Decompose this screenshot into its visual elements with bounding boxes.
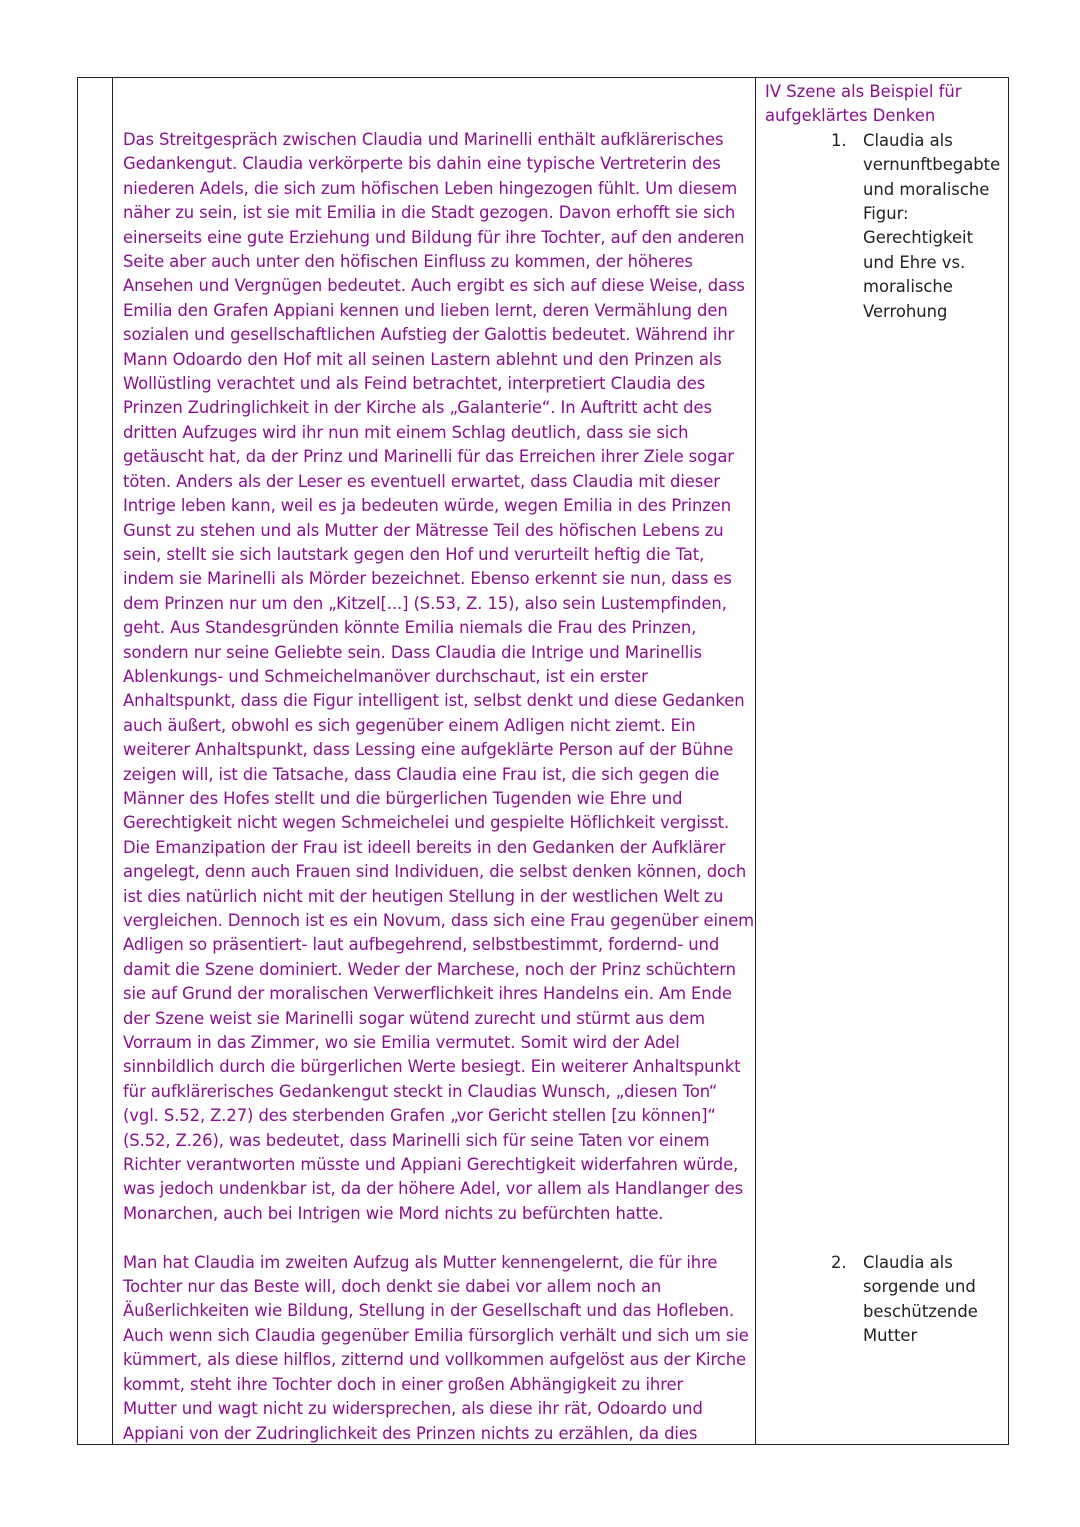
side-notes-column [765, 78, 1005, 1346]
text-line: sorgende und [863, 1277, 976, 1297]
text-line: was jedoch undenkbar ist, da der höhere Adel, vor allem als Handlanger des [123, 1179, 744, 1199]
paragraph-claudia-mother [123, 1251, 751, 1446]
text-line: sinnbildlich durch die bürgerlichen Werte besiegt. Ein weiterer Anhaltspunkt [123, 1057, 741, 1077]
text-line: Gunst zu stehen und als Mutter der Mätresse Teil des höfischen Lebens zu [123, 520, 724, 540]
text-line: Richter verantworten müsste und Appiani Gerechtigkeit widerfahren würde, [123, 1155, 739, 1175]
text-line: Emilia den Grafen Appiani kennen und lieben lernt, deren Vermählung den [123, 300, 728, 320]
text-line: Wollüstling verachtet und als Feind betrachtet, interpretiert Claudia des [123, 374, 706, 394]
text-line: (S.52, Z.26), was bedeutet, dass Marinelli sich für seine Taten vor einem [123, 1130, 710, 1150]
text-line: Mutter [863, 1326, 918, 1346]
text-line: Äußerlichkeiten wie Bildung, Stellung in der Gesellschaft und das Hofleben. [123, 1301, 735, 1321]
text-line: Ansehen und Vergnügen bedeutet. Auch ergibt es sich auf diese Weise, dass [123, 276, 745, 296]
text-line: Appiani von der Zudringlichkeit des Prinzen nichts zu erzählen, da dies [123, 1423, 698, 1443]
text-line: Ablenkungs- und Schmeichelmanöver durchschaut, ist ein erster [123, 666, 648, 686]
text-line: niederen Adels, die sich zum höfischen Leben hingezogen fühlt. Um diesem [123, 178, 738, 198]
text-line: Adligen so präsentiert- laut aufbegehrend, selbstbestimmt, fordernd- und [123, 935, 720, 955]
note-item-1 [765, 129, 1005, 324]
text-line: Prinzen Zudringlichkeit in der Kirche als „Galanterie“. In Auftritt acht des [123, 398, 712, 418]
text-line: Man hat Claudia im zweiten Aufzug als Mutter kennengelernt, die für ihre [123, 1252, 718, 1272]
text-line: Die Emanzipation der Frau ist ideell bereits in den Gedanken der Aufklärer [123, 837, 726, 857]
side-notes-heading [765, 78, 1005, 129]
text-line: kommt, steht ihre Tochter doch in einer großen Abhängigkeit zu ihrer [123, 1374, 684, 1394]
text-line: ist dies natürlich nicht mit der heutigen Stellung in der westlichen Welt zu [123, 886, 724, 906]
text-line: weiterer Anhaltspunkt, dass Lessing eine aufgeklärte Person auf der Bühne [123, 740, 734, 760]
text-line: näher zu sein, ist sie mit Emilia in die Stadt gezogen. Davon erhofft sie sich [123, 203, 736, 223]
text-line: Claudia als [863, 1253, 953, 1272]
text-line: der Szene weist sie Marinelli sogar wütend zurecht und stürmt aus dem [123, 1008, 705, 1028]
text-line: damit die Szene dominiert. Weder der Marchese, noch der Prinz schüchtern [123, 959, 736, 979]
text-line: vernunftbegabte [863, 155, 1001, 175]
text-line: indem sie Marinelli als Mörder bezeichnet. Ebenso erkennt sie nun, dass es [123, 569, 732, 589]
text-line: Auch wenn sich Claudia gegenüber Emilia fürsorglich verhält und sich um sie [123, 1325, 749, 1345]
text-line: Gerechtigkeit nicht wegen Schmeichelei und gespielte Höflichkeit vergisst. [123, 813, 730, 833]
text-line: auch äußert, obwohl es sich gegenüber einem Adligen nicht ziemt. Ein [123, 715, 696, 735]
note-item-2 [765, 1251, 1080, 1349]
note-number: 1. [831, 130, 847, 150]
text-line: getäuscht hat, da der Prinz und Marinelli für das Erreichen ihrer Ziele sogar [123, 447, 734, 467]
text-line: Tochter nur das Beste will, doch denkt sie dabei vor allem noch an [123, 1277, 662, 1297]
text-line: Verrohung [863, 301, 948, 321]
text-line: IV Szene als Beispiel für [765, 82, 962, 101]
text-line: kümmert, als diese hilflos, zitternd und vollkommen aufgelöst aus der Kirche [123, 1350, 746, 1370]
text-line: dritten Aufzuges wird ihr nun mit einem Schlag deutlich, dass sie sich [123, 422, 689, 442]
text-line: Monarchen, auch bei Intrigen wie Mord nichts zu befürchten hatte. [123, 1203, 664, 1223]
text-line: vergleichen. Dennoch ist es ein Novum, dass sich eine Frau gegenüber einem [123, 911, 755, 930]
text-line: dem Prinzen nur um den „Kitzel[...] (S.53, Z. 15), also sein Lustempfinden, [123, 593, 727, 613]
text-line: beschützende [863, 1301, 978, 1321]
text-line: sie auf Grund der moralischen Verwerflichkeit ihres Handelns ein. Am Ende [123, 984, 732, 1004]
text-line: Seite aber auch unter den höfischen Einfluss zu kommen, der höheres [123, 252, 693, 272]
text-line: zeigen will, ist die Tatsache, dass Claudia eine Frau ist, die sich gegen die [123, 764, 720, 784]
text-line: angelegt, denn auch Frauen sind Individuen, die selbst denken können, doch [123, 862, 747, 882]
text-line: moralische [863, 277, 953, 297]
text-line: sozialen und gesellschaftlichen Aufstieg der Galottis bedeutet. Während ihr [123, 325, 735, 345]
text-line: töten. Anders als der Leser es eventuell erwartet, dass Claudia mit dieser [123, 471, 720, 491]
text-line: (vgl. S.52, Z.27) des sterbenden Grafen „vor Gericht stellen [zu können]“ [123, 1106, 716, 1126]
notes-column-divider [755, 78, 756, 1444]
text-line: Intrige leben kann, weil es ja bedeuten würde, wegen Emilia in des Prinzen [123, 496, 732, 516]
text-line: Männer des Hofes stellt und die bürgerlichen Tugenden wie Ehre und [123, 788, 683, 808]
text-line: und Ehre vs. [863, 252, 966, 272]
text-line: Anhaltspunkt, dass die Figur intelligent ist, selbst denkt und diese Gedanken [123, 691, 745, 711]
text-line: sein, stellt sie sich lautstark gegen den Hof und verurteilt heftig die Tat, [123, 544, 705, 564]
text-line: Gerechtigkeit [863, 228, 974, 248]
text-line: für aufklärerisches Gedankengut steckt in Claudias Wunsch, „diesen Ton“ [123, 1081, 718, 1101]
text-line: und moralische [863, 179, 990, 199]
margin-column-divider [112, 78, 113, 1444]
text-line: Mann Odoardo den Hof mit all seinen Lastern ablehnt und den Prinzen als [123, 349, 722, 369]
text-line: Figur: [863, 204, 909, 224]
text-line: Claudia als [863, 130, 953, 150]
paragraph-claudia-marinelli [123, 128, 755, 1226]
text-line: aufgeklärtes Denken [765, 106, 936, 126]
text-line: einerseits eine gute Erziehung und Bildung für ihre Tochter, auf den anderen [123, 227, 745, 247]
main-text-column [123, 128, 755, 1446]
text-line: Das Streitgespräch zwischen Claudia und Marinelli enthält aufklärerisches [123, 130, 724, 149]
text-line: geht. Aus Standesgründen könnte Emilia niemals die Frau des Prinzen, [123, 618, 697, 638]
note-number: 2. [831, 1253, 847, 1272]
text-line: Vorraum in das Zimmer, wo sie Emilia vermutet. Somit wird der Adel [123, 1033, 680, 1053]
text-line: Mutter und wagt nicht zu widersprechen, als diese ihr rät, Odoardo und [123, 1399, 703, 1419]
document-table [77, 77, 1009, 1445]
text-line: sondern nur seine Geliebte sein. Dass Claudia die Intrige und Marinellis [123, 642, 702, 662]
text-line: Gedankengut. Claudia verkörperte bis dahin eine typische Vertreterin des [123, 154, 721, 174]
